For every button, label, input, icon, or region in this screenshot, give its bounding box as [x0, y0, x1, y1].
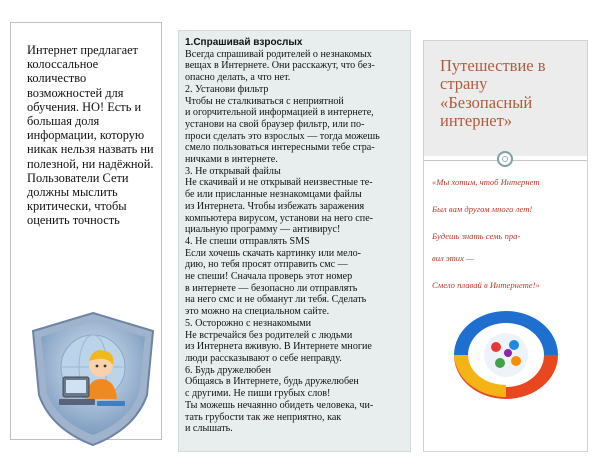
shield-child-computer-icon — [23, 309, 163, 449]
left-panel — [10, 22, 162, 440]
intro-text: Интернет предлагает колоссальное количество возможностей для обучения. НО! Есть и большая доля информации, которую никак нельзя назвать ни полезной, ни надёжной. Пользователи Сети должны мыслить критически, чтобы оценить точность — [27, 43, 154, 228]
quote-line: Смело плавай в Интернете!» — [432, 280, 540, 290]
rules-text: Всегда спрашивай родителей о незнакомых вещах в Интернете. Они расскажут, что без- опасно делать, а что нет. 2. Установи фильтр Чтобы не сталкиваться с неприятной и огорчительной информацией в интернете, установи на свой браузер фильтр, или по- проси сделать это взрослых — тогда можешь смело пользоваться интересными тебе стра- ничками в интернете. 3. Не открывай файлы Не скачивай и не открывай неизвестные те- бе или присланные незнакомцами файлы из Интернета. Чтобы избежать заражения компьютера вирусом, установи на него спе- циальную программу — антивирус! 4. Не спеши отправлять SMS Если хочешь скачать картинку или мело- дию, но тебя просят отправить смс — не спеши! Сначала проверь этот номер в интернете — безопасно ли отправлять на него смс и не обманут ли тебя. Сделать это можно на специальном сайте. 5. Осторожно с незнакомыми Не встречайся без родителей с людьми из Интернета вживую. В Интернете многие люди рассказывают о себе неправду. 6. Будь дружелюбен Общаясь в Интернете, будь дружелюбен с другими. Не пиши грубых слов! Ты можешь нечаянно обидеть человека, чи- тать грубости так же неприятно, как и слышать. — [185, 48, 380, 435]
quote-line: Был вам другом много лет! — [432, 204, 533, 214]
quote-line: вил этих — — [432, 253, 474, 263]
cover-panel — [423, 40, 588, 452]
quote-line: Будешь знать семь пра- — [432, 231, 521, 241]
cover-title: Путешествие в страну «Безопасный интернет» — [440, 56, 546, 131]
rules-panel — [178, 30, 411, 452]
rules-heading: 1.Спрашивай взрослых — [185, 37, 303, 48]
cover-title-box — [424, 41, 587, 156]
quote-line: «Мы хотим, чтоб Интернет — [432, 177, 540, 187]
safe-internet-logo-icon — [446, 303, 566, 399]
divider-ornament-icon — [497, 151, 513, 167]
